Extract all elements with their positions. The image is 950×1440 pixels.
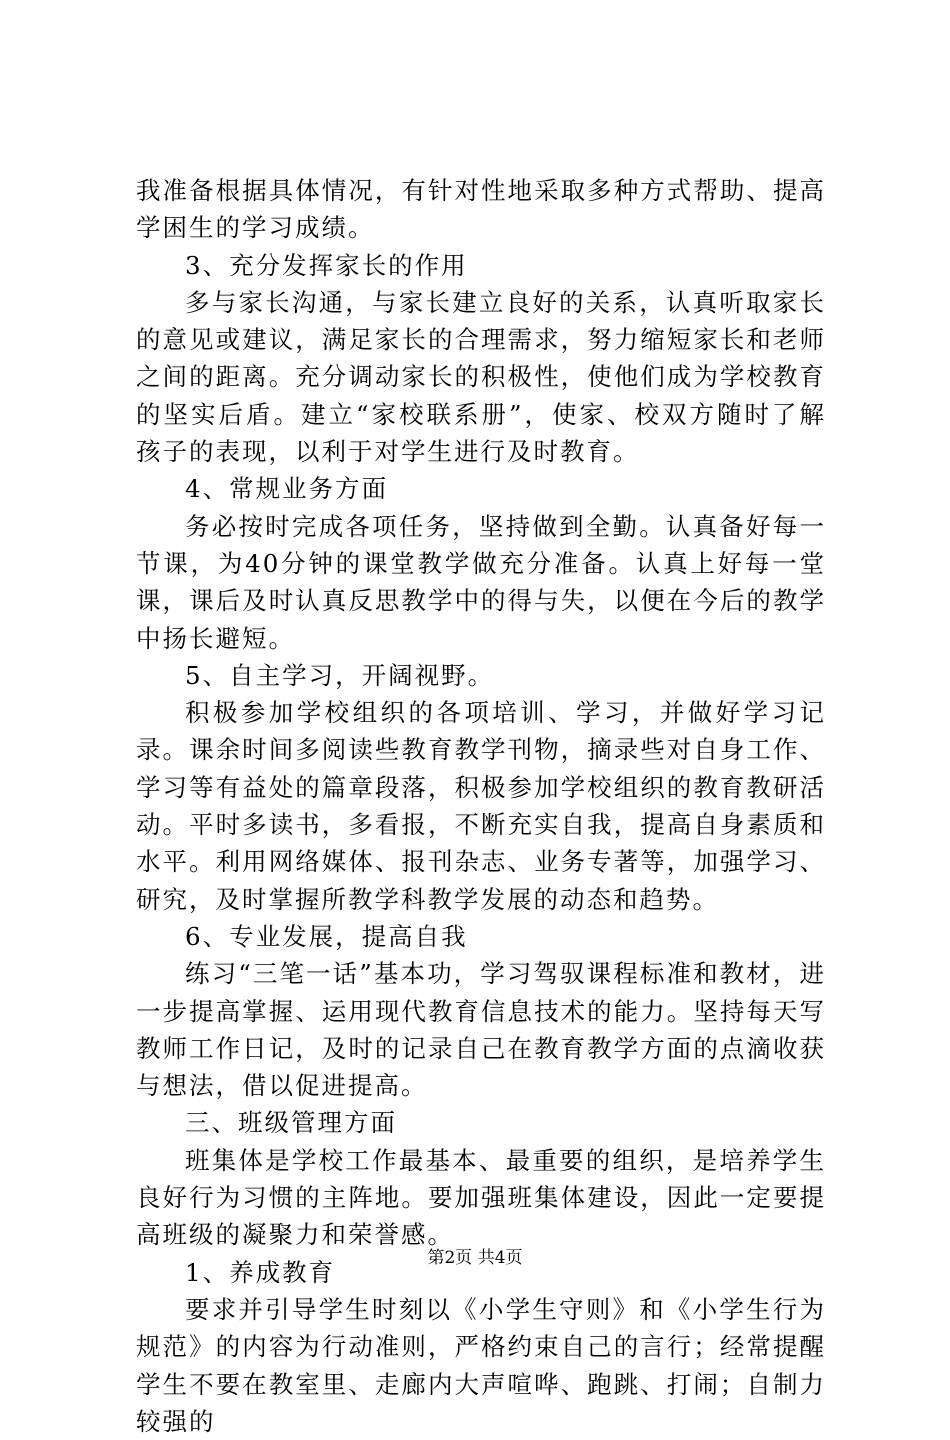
section-heading: 4、常规业务方面 [185,474,389,504]
chapter-heading: 三、班级管理方面 [185,1108,397,1138]
section-heading: 3、充分发挥家长的作用 [185,250,468,280]
paragraph: 班集体是学校工作最基本、最重要的组织，是培养学生良好行为习惯的主阵地。要加强班集体建设，因此一定要提高班级的凝聚力和荣誉感。 [136,1145,826,1250]
paragraph: 积极参加学校组织的各项培训、学习，并做好学习记录。课余时间多阅读些教育教学刊物，摘录些对自身工作、学习等有益处的篇章段落，积极参加学校组织的教育教研活动。平时多读书，多看报，不断充实自我，提高自身素质和水平。利用网络媒体、报刊杂志、业务专著等，加强学习、研究，及时掌握所教学科教学发展的动态和趋势。 [136,698,826,914]
section-heading: 1、养成教育 [185,1257,336,1287]
page-number-footer: 第2页 共4页 [427,1248,523,1268]
section-heading: 5、自主学习，开阔视野。 [185,660,495,690]
paragraph: 要求并引导学生时刻以《小学生守则》和《小学生行为规范》的内容为行动准则，严格约束自己的言行；经常提醒学生不要在教室里、走廊内大声喧哗、跑跳、打闹；自制力较强的 [136,1294,826,1436]
section-heading: 6、专业发展，提高自我 [185,921,468,951]
paragraph: 多与家长沟通，与家长建立良好的关系，认真听取家长的意见或建议，满足家长的合理需求，努力缩短家长和老师之间的距离。充分调动家长的积极性，使他们成为学校教育的坚实后盾。建立“家校联系册”，使家、校双方随时了解孩子的表现，以利于对学生进行及时教育。 [136,287,826,467]
paragraph: 务必按时完成各项任务，坚持做到全勤。认真备好每一节课，为40分钟的课堂教学做充分准备。认真上好每一堂课，课后及时认真反思教学中的得与失，以便在今后的教学中扬长避短。 [136,511,826,653]
paragraph: 练习“三笔一话”基本功，学习驾驭课程标准和教材，进一步提高掌握、运用现代教育信息技术的能力。坚持每天写教师工作日记，及时的记录自己在教育教学方面的点滴收获与想法，借以促进提高。 [136,959,826,1101]
paragraph: 我准备根据具体情况，有针对性地采取多种方式帮助、提高学困生的学习成绩。 [136,176,826,243]
